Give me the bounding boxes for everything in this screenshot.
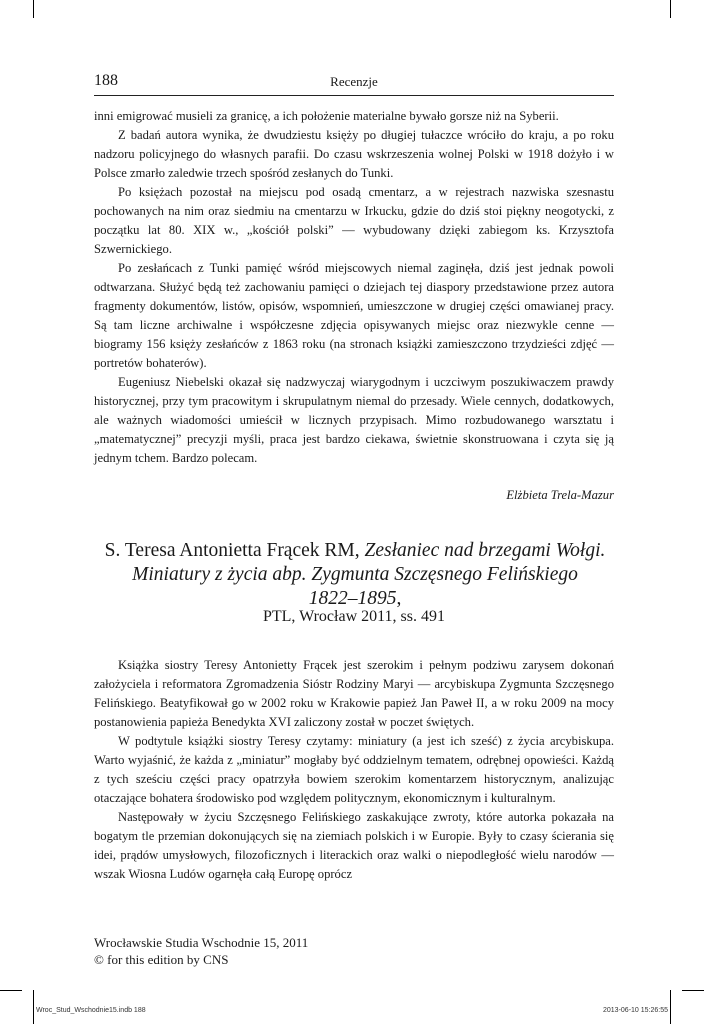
crop-mark-bottom-right <box>670 990 671 1024</box>
crop-mark-bottom-left-h <box>0 990 22 991</box>
paragraph: Po księżach pozostał na miejscu pod osadą cmentarz, a w rejestrach nazwiska szesnastu pochowanych na nim oraz siedmiu na cmentarzu w Irkucku, gdzie do dziś stoi piękny neogotycki, z początku lat 80. XIX w., „kościół polski” — wybudowany dzięki zabiegom ks. Krzysztofa Szwernickiego. <box>94 185 614 256</box>
paragraph: Książka siostry Teresy Antonietty Frącek jest szerokim i pełnym podziwu zarysem dokonań założyciela i reformatora Zgromadzenia Sióstr Rodziny Maryi — arcybiskupa Zygmunta Szczęsnego Felińskiego. Beatyfikował go w 2002 roku w Krakowie papież Jan Paweł II, a w roku 2009 na mocy postanowienia papieża Benedykta XVI zaliczony został w poczet świętych. <box>94 658 614 729</box>
paragraph: W podtytule książki siostry Teresy czytamy: miniatury (a jest ich sześć) z życia arcybiskupa. Warto wyjaśnić, że każda z „miniatur” mogłaby być oddzielnym tematem, odrębnej opowieści. Każdą z tych sześciu części pracy opatrzyła bowiem szerokim komentarzem historycznym, analizując otaczające bohatera środowisko pod względem politycznym, ekonomicznym i kulturalnym. <box>94 734 614 805</box>
review-2-body <box>94 656 614 884</box>
crop-mark-bottom-right-h <box>682 990 704 991</box>
paragraph: Z badań autora wynika, że dwudziestu księży po długiej tułaczce wróciło do kraju, a po roku nadzoru policyjnego do własnych parafii. Do czasu wskrzeszenia wolnej Polski w 1918 dożyło i w Polsce zmarło zaledwie trzech spośród zesłanych do Tunki. <box>94 128 614 180</box>
book-title-line-1: Zesłaniec nad brzegami Wołgi. <box>364 540 606 561</box>
book-title-line-2: Miniatury z życia abp. Zygmunta Szczęsnego Felińskiego <box>132 564 578 585</box>
review-1-body <box>94 107 614 468</box>
title-comma: , <box>396 588 402 609</box>
header-divider <box>94 95 614 96</box>
page-footer <box>94 934 308 968</box>
publication-info: PTL, Wrocław 2011, ss. 491 <box>262 608 445 625</box>
paragraph: Następowały w życiu Szczęsnego Felińskiego zaskakujące zwroty, które autorka pokazała na bogatym tle przemian dokonujących się na ziemiach polskich i w Europie. Były to czasy ścierania się idei, prądów umysłowych, filozoficznych i literackich oraz walki o niepodległość wielu narodów — wszak Wiosna Ludów ogarnęła całą Europę oprócz <box>94 810 614 881</box>
running-title: Recenzje <box>330 74 378 89</box>
book-title-line-3: 1822–1895 <box>308 588 397 609</box>
page-header <box>94 72 614 94</box>
review-2-title <box>70 539 640 611</box>
paragraph: inni emigrować musieli za granicę, a ich położenie materialne bywało gorsze niż na Syberii. <box>94 109 559 123</box>
book-author: S. Teresa Antonietta Frącek RM, <box>104 540 365 561</box>
page-number: 188 <box>94 72 118 89</box>
paragraph: Po zesłańcach z Tunki pamięć wśród miejscowych niemal zaginęła, dziś jest jednak powoli odtwarzana. Służyć będą też zachowaniu pamięci o dziejach tej diaspory przedstawione przez autora fragmenty dokumentów, listów, opisów, wspomnień, umieszczone w drugiej części omawianej pracy. Są tam liczne archiwalne i współczesne zdjęcia opisywanych miejsc oraz niezwykle cenne — biogramy 156 księży zesłańców z 1863 roku (na stronach książki zamieszczono trzydzieści zdjęć — portretów bohaterów). <box>94 261 614 370</box>
crop-mark-top-right <box>670 0 671 18</box>
print-slug-timestamp: 2013-06-10 15:26:55 <box>603 1007 668 1014</box>
paragraph: Eugeniusz Niebelski okazał się nadzwyczaj wiarygodnym i uczciwym poszukiwaczem prawdy historycznej, przy tym pracowitym i skrupulatnym niemal do przesady. Wiele cennych, dodatkowych, ale ważnych wiadomości umieścił w licznych przypisach. Mimo rozbudowanego warsztatu i „matematycznej” precyzji myśli, praca jest bardzo ciekawa, świetnie skonstruowana i czyta się ją jednym tchem. Bardzo polecam. <box>94 375 614 465</box>
review-1-signature: Elżbieta Trela-Mazur <box>506 488 614 502</box>
journal-info: Wrocławskie Studia Wschodnie 15, 2011 <box>94 935 309 950</box>
crop-mark-bottom-left <box>33 990 34 1024</box>
crop-mark-top-left <box>33 0 34 18</box>
print-slug-file: Wroc_Stud_Wschodnie15.indb 188 <box>36 1007 146 1014</box>
copyright-note: © for this edition by CNS <box>94 952 229 967</box>
